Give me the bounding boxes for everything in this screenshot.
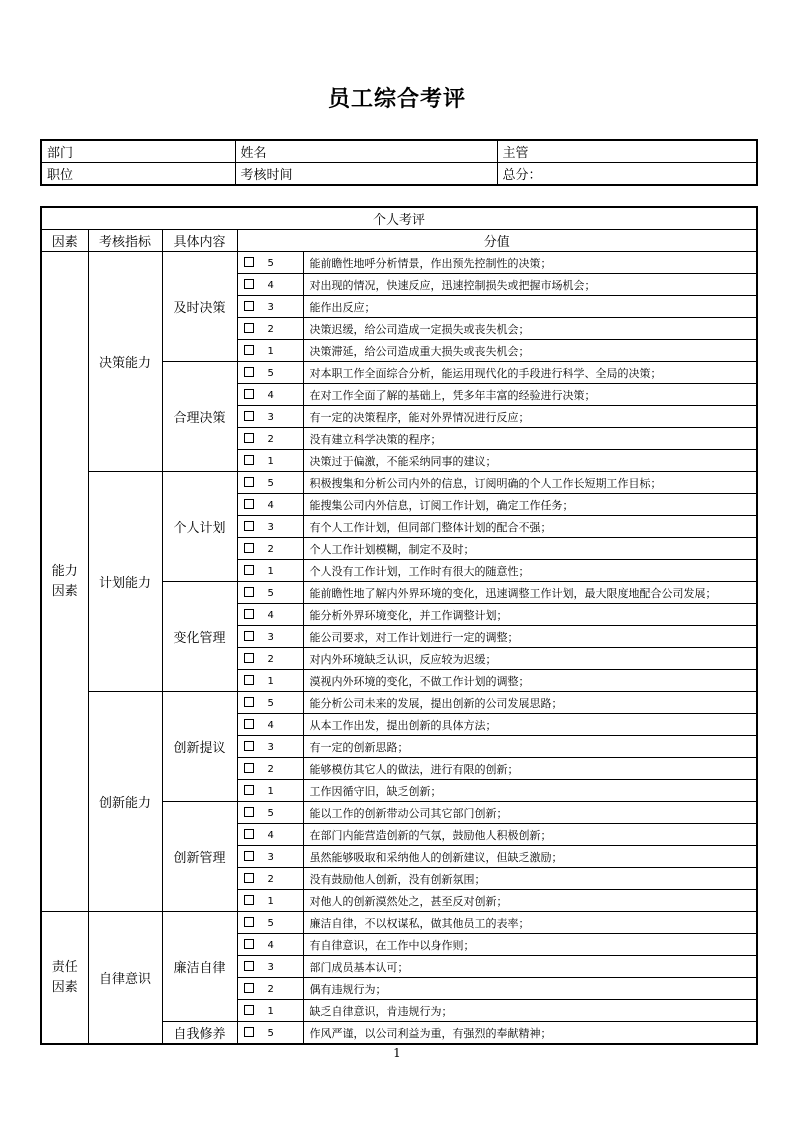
checkbox-icon[interactable]	[244, 279, 254, 289]
score-option[interactable]	[237, 296, 303, 318]
score-value: 1	[267, 565, 274, 577]
score-value: 3	[267, 521, 274, 533]
checkbox-icon[interactable]	[244, 521, 254, 531]
score-description: 有一定的决策程序，能对外界情况进行反应；	[303, 406, 757, 428]
factor-label: 责任	[51, 959, 78, 975]
name-field[interactable]: 姓名	[235, 140, 497, 163]
score-value: 3	[267, 631, 274, 643]
checkbox-icon[interactable]	[244, 257, 254, 267]
checkbox-icon[interactable]	[244, 807, 254, 817]
score-value: 5	[267, 477, 274, 489]
factor-cell	[41, 912, 88, 1045]
score-value: 5	[267, 367, 274, 379]
score-description: 决策迟缓，给公司造成一定损失或丧失机会；	[303, 318, 757, 340]
score-description: 个人工作计划模糊，制定不及时；	[303, 538, 757, 560]
score-option[interactable]	[237, 384, 303, 406]
score-description: 作风严谨，以公司利益为重，有强烈的奉献精神；	[303, 1022, 757, 1045]
score-description: 漠视内外环境的变化，不做工作计划的调整；	[303, 670, 757, 692]
score-value: 5	[267, 807, 274, 819]
header-row	[41, 230, 757, 252]
score-option[interactable]	[237, 648, 303, 670]
content-header: 具体内容	[162, 230, 237, 252]
score-value: 4	[267, 719, 274, 731]
score-description: 在部门内能营造创新的气氛，鼓励他人积极创新；	[303, 824, 757, 846]
score-description: 有自律意识，在工作中以身作则；	[303, 934, 757, 956]
content-cell: 及时决策	[162, 252, 237, 362]
checkbox-icon[interactable]	[244, 1005, 254, 1015]
content-cell: 创新管理	[162, 802, 237, 912]
score-option[interactable]	[237, 362, 303, 384]
score-value: 5	[267, 1027, 274, 1039]
score-description: 决策过于偏激，不能采纳同事的建议；	[303, 450, 757, 472]
checkbox-icon[interactable]	[244, 697, 254, 707]
score-option[interactable]	[237, 714, 303, 736]
score-value: 3	[267, 961, 274, 973]
score-description: 对他人的创新漠然处之，甚至反对创新；	[303, 890, 757, 912]
score-row	[41, 692, 757, 714]
checkbox-icon[interactable]	[244, 741, 254, 751]
score-option[interactable]	[237, 494, 303, 516]
checkbox-icon[interactable]	[244, 499, 254, 509]
score-value: 2	[267, 433, 274, 445]
score-option[interactable]	[237, 890, 303, 912]
factor-label: 能力	[51, 563, 78, 579]
score-description: 能分析外界环境变化，并工作调整计划；	[303, 604, 757, 626]
checkbox-icon[interactable]	[244, 785, 254, 795]
score-option[interactable]	[237, 626, 303, 648]
score-description: 从本工作出发，提出创新的具体方法；	[303, 714, 757, 736]
checkbox-icon[interactable]	[244, 653, 254, 663]
score-description: 有个人工作计划，但同部门整体计划的配合不强；	[303, 516, 757, 538]
score-description: 没有鼓励他人创新，没有创新氛围；	[303, 868, 757, 890]
score-description: 有一定的创新思路；	[303, 736, 757, 758]
score-option[interactable]	[237, 538, 303, 560]
score-option[interactable]	[237, 670, 303, 692]
score-description: 虽然能够吸取和采纳他人的创新建议，但缺乏激励；	[303, 846, 757, 868]
checkbox-icon[interactable]	[244, 851, 254, 861]
score-description: 能前瞻性地了解内外界环境的变化，迅速调整工作计划，最大限度地配合公司发展；	[303, 582, 757, 604]
checkbox-icon[interactable]	[244, 895, 254, 905]
section-title: 个人考评	[41, 207, 757, 230]
score-option[interactable]	[237, 582, 303, 604]
score-description: 能作出反应；	[303, 296, 757, 318]
content-cell: 个人计划	[162, 472, 237, 582]
score-value: 4	[267, 609, 274, 621]
score-value: 4	[267, 499, 274, 511]
score-option[interactable]	[237, 252, 303, 274]
checkbox-icon[interactable]	[244, 917, 254, 927]
checkbox-icon[interactable]	[244, 345, 254, 355]
checkbox-icon[interactable]	[244, 675, 254, 685]
score-option[interactable]	[237, 472, 303, 494]
checkbox-icon[interactable]	[244, 983, 254, 993]
checkbox-icon[interactable]	[244, 631, 254, 641]
score-option[interactable]	[237, 1022, 303, 1045]
score-option[interactable]	[237, 692, 303, 714]
score-value: 5	[267, 697, 274, 709]
score-description: 对本职工作全面综合分析，能运用现代化的手段进行科学、全局的决策；	[303, 362, 757, 384]
info-row	[41, 163, 757, 186]
department-field[interactable]: 部门	[41, 140, 235, 163]
score-value: 2	[267, 873, 274, 885]
score-value: 4	[267, 389, 274, 401]
score-value: 2	[267, 983, 274, 995]
checkbox-icon[interactable]	[244, 609, 254, 619]
content-cell: 廉洁自律	[162, 912, 237, 1022]
score-description: 部门成员基本认可；	[303, 956, 757, 978]
score-option[interactable]	[237, 758, 303, 780]
checkbox-icon[interactable]	[244, 587, 254, 597]
score-description: 在对工作全面了解的基础上，凭多年丰富的经验进行决策；	[303, 384, 757, 406]
score-value: 2	[267, 653, 274, 665]
score-value: 1	[267, 895, 274, 907]
score-option[interactable]	[237, 274, 303, 296]
score-option[interactable]	[237, 340, 303, 362]
score-option[interactable]	[237, 516, 303, 538]
checkbox-icon[interactable]	[244, 389, 254, 399]
score-value: 4	[267, 939, 274, 951]
score-value: 4	[267, 279, 274, 291]
score-description: 决策滞延，给公司造成重大损失或丧失机会；	[303, 340, 757, 362]
factor-cell	[41, 252, 88, 912]
checkbox-icon[interactable]	[244, 873, 254, 883]
indicator-cell: 决策能力	[88, 252, 162, 472]
score-value: 2	[267, 763, 274, 775]
checkbox-icon[interactable]	[244, 301, 254, 311]
score-description: 能前瞻性地呼分析情景，作出预先控制性的决策；	[303, 252, 757, 274]
score-option[interactable]	[237, 560, 303, 582]
checkbox-icon[interactable]	[244, 455, 254, 465]
indicator-cell: 自律意识	[88, 912, 162, 1045]
score-description: 对出现的情况，快速反应，迅速控制损失或把握市场机会；	[303, 274, 757, 296]
score-row	[41, 912, 757, 934]
score-value: 2	[267, 323, 274, 335]
factor-header: 因素	[41, 230, 88, 252]
evaluation-table	[40, 206, 758, 1045]
score-option[interactable]	[237, 406, 303, 428]
score-description: 能搜集公司内外信息，订阅工作计划，确定工作任务；	[303, 494, 757, 516]
score-option[interactable]	[237, 846, 303, 868]
score-description: 积极搜集和分析公司内外的信息，订阅明确的个人工作长短期工作目标；	[303, 472, 757, 494]
score-value: 3	[267, 851, 274, 863]
score-description: 能分析公司未来的发展，提出创新的公司发展思路；	[303, 692, 757, 714]
score-option[interactable]	[237, 450, 303, 472]
section-title-row	[41, 207, 757, 230]
position-field[interactable]: 职位	[41, 163, 235, 186]
score-value: 5	[267, 587, 274, 599]
score-value: 2	[267, 543, 274, 555]
content-cell: 合理决策	[162, 362, 237, 472]
content-cell: 创新提议	[162, 692, 237, 802]
score-description: 能以工作的创新带动公司其它部门创新；	[303, 802, 757, 824]
checkbox-icon[interactable]	[244, 477, 254, 487]
info-row	[41, 140, 757, 163]
checkbox-icon[interactable]	[244, 323, 254, 333]
checkbox-icon[interactable]	[244, 939, 254, 949]
indicator-cell: 创新能力	[88, 692, 162, 912]
checkbox-icon[interactable]	[244, 367, 254, 377]
score-value: 4	[267, 829, 274, 841]
score-option[interactable]	[237, 428, 303, 450]
page-title: 员工综合考评	[327, 87, 466, 112]
score-value: 5	[267, 257, 274, 269]
factor-label: 因素	[51, 979, 78, 995]
info-table	[40, 139, 758, 186]
checkbox-icon[interactable]	[244, 961, 254, 971]
score-description: 缺乏自律意识，肯违规行为；	[303, 1000, 757, 1022]
checkbox-icon[interactable]	[244, 411, 254, 421]
score-description: 工作因循守旧，缺乏创新；	[303, 780, 757, 802]
score-option[interactable]	[237, 956, 303, 978]
score-option[interactable]	[237, 824, 303, 846]
score-value: 1	[267, 455, 274, 467]
supervisor-field[interactable]: 主管	[497, 140, 757, 163]
checkbox-icon[interactable]	[244, 763, 254, 773]
score-row	[41, 472, 757, 494]
score-option[interactable]	[237, 1000, 303, 1022]
checkbox-icon[interactable]	[244, 1027, 254, 1037]
total-score-field[interactable]: 总分：	[497, 163, 757, 186]
score-option[interactable]	[237, 780, 303, 802]
score-description: 廉洁自律，不以权谋私，做其他员工的表率；	[303, 912, 757, 934]
checkbox-icon[interactable]	[244, 829, 254, 839]
score-option[interactable]	[237, 736, 303, 758]
score-header: 分值	[237, 230, 757, 252]
score-value: 1	[267, 1005, 274, 1017]
score-option[interactable]	[237, 934, 303, 956]
score-description: 能公司要求，对工作计划进行一定的调整；	[303, 626, 757, 648]
score-option[interactable]	[237, 978, 303, 1000]
checkbox-icon[interactable]	[244, 433, 254, 443]
score-description: 没有建立科学决策的程序；	[303, 428, 757, 450]
indicator-cell: 计划能力	[88, 472, 162, 692]
content-cell: 变化管理	[162, 582, 237, 692]
score-value: 3	[267, 301, 274, 313]
score-option[interactable]	[237, 318, 303, 340]
score-description: 个人没有工作计划，工作时有很大的随意性；	[303, 560, 757, 582]
score-value: 1	[267, 345, 274, 357]
checkbox-icon[interactable]	[244, 543, 254, 553]
score-value: 1	[267, 785, 274, 797]
content-cell: 自我修养	[162, 1022, 237, 1045]
score-option[interactable]	[237, 604, 303, 626]
score-description: 偶有违规行为；	[303, 978, 757, 1000]
checkbox-icon[interactable]	[244, 719, 254, 729]
score-row	[41, 252, 757, 274]
score-option[interactable]	[237, 802, 303, 824]
review-time-field[interactable]: 考核时间	[235, 163, 497, 186]
page-number: 1	[393, 1046, 401, 1060]
score-description: 对内外环境缺乏认识，反应较为迟缓；	[303, 648, 757, 670]
score-option[interactable]	[237, 868, 303, 890]
factor-label: 因素	[51, 583, 78, 599]
score-value: 3	[267, 741, 274, 753]
score-option[interactable]	[237, 912, 303, 934]
score-value: 3	[267, 411, 274, 423]
score-value: 5	[267, 917, 274, 929]
score-value: 1	[267, 675, 274, 687]
indicator-header: 考核指标	[88, 230, 162, 252]
score-description: 能够模仿其它人的做法，进行有限的创新；	[303, 758, 757, 780]
checkbox-icon[interactable]	[244, 565, 254, 575]
